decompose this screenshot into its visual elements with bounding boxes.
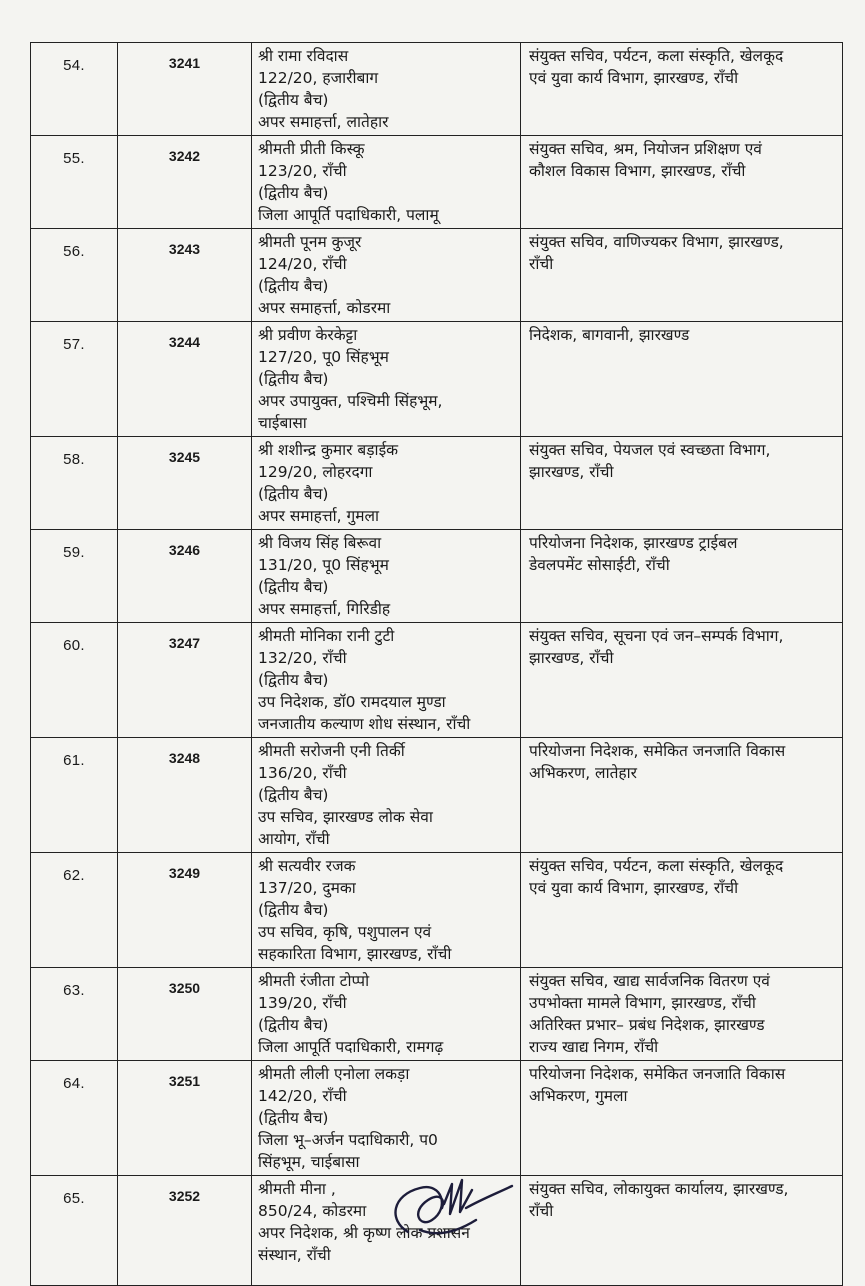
officer-detail-line: श्रीमती सरोजनी एनी तिर्की: [258, 742, 405, 760]
new-posting-cell: [521, 623, 843, 738]
officer-detail-line: संस्थान, राँची: [258, 1246, 331, 1264]
posting-line: डेवलपमेंट सोसाईटी, राँची: [529, 556, 670, 574]
posting-line: झारखण्ड, राँची: [529, 463, 614, 481]
officer-detail-line: (द्वितीय बैच): [258, 786, 329, 804]
serial-number-cell: [31, 968, 118, 1061]
officer-detail-line: श्री रामा रविदास: [258, 47, 349, 65]
serial-number-cell: [31, 623, 118, 738]
officer-detail-line: (द्वितीय बैच): [258, 485, 329, 503]
new-posting-cell: [521, 1061, 843, 1176]
officer-detail-line: (द्वितीय बैच): [258, 277, 329, 295]
new-posting-cell: [521, 43, 843, 136]
serial-number-cell: [31, 853, 118, 968]
table-row: [31, 322, 843, 437]
officer-detail-line: (द्वितीय बैच): [258, 1016, 329, 1034]
officer-detail-line: 139/20, राँची: [258, 994, 347, 1012]
posting-line: परियोजना निदेशक, समेकित जनजाति विकास: [529, 1065, 786, 1083]
posting-line: कौशल विकास विभाग, झारखण्ड, राँची: [529, 162, 746, 180]
posting-line: एवं युवा कार्य विभाग, झारखण्ड, राँची: [529, 879, 739, 897]
officer-detail-line: 124/20, राँची: [258, 255, 347, 273]
officer-code-cell: [118, 738, 252, 853]
posting-line: संयुक्त सचिव, सूचना एवं जन–सम्पर्क विभाग,: [529, 627, 784, 645]
posting-line: अतिरिक्त प्रभार– प्रबंध निदेशक, झारखण्ड: [529, 1016, 765, 1034]
serial-number: 63.: [63, 982, 85, 999]
serial-number: 54.: [63, 57, 85, 74]
handwritten-signature: [380, 1160, 520, 1250]
officer-details-cell: [252, 623, 521, 738]
officer-detail-line: अपर समाहर्त्ता, गुमला: [258, 507, 380, 525]
officer-code: 3249: [168, 865, 201, 881]
new-posting-cell: [521, 530, 843, 623]
officer-detail-line: 127/20, पू0 सिंहभूम: [258, 348, 389, 366]
officer-code-cell: [118, 968, 252, 1061]
officer-detail-line: अपर समाहर्त्ता, लातेहार: [258, 113, 389, 131]
officer-details-cell: [252, 853, 521, 968]
posting-line: अभिकरण, गुमला: [529, 1087, 628, 1105]
officer-detail-line: जिला आपूर्ति पदाधिकारी, रामगढ़: [258, 1038, 444, 1056]
new-posting-cell: [521, 322, 843, 437]
posting-line: संयुक्त सचिव, पर्यटन, कला संस्कृति, खेलकूद: [529, 857, 784, 875]
officer-detail-line: श्रीमती पूनम कुजूर: [258, 233, 362, 251]
serial-number-cell: [31, 437, 118, 530]
new-posting-cell: [521, 136, 843, 229]
officer-code: 3245: [168, 449, 201, 465]
officer-code: 3250: [168, 980, 201, 996]
posting-line: उपभोक्ता मामले विभाग, झारखण्ड, राँची: [529, 994, 756, 1012]
serial-number: 65.: [63, 1190, 85, 1207]
posting-line: एवं युवा कार्य विभाग, झारखण्ड, राँची: [529, 69, 739, 87]
officer-detail-line: जिला भू–अर्जन पदाधिकारी, प0: [258, 1131, 438, 1149]
officer-detail-line: श्रीमती मीना ,: [258, 1180, 336, 1198]
serial-number: 61.: [63, 752, 85, 769]
officer-details-cell: [252, 229, 521, 322]
officer-detail-line: (द्वितीय बैच): [258, 1109, 329, 1127]
table-row: [31, 853, 843, 968]
serial-number-cell: [31, 530, 118, 623]
officer-detail-line: 122/20, हजारीबाग: [258, 69, 379, 87]
officer-detail-line: श्री प्रवीण केरकेट्टा: [258, 326, 358, 344]
officer-details-cell: [252, 968, 521, 1061]
officer-detail-line: (द्वितीय बैच): [258, 671, 329, 689]
officer-detail-line: (द्वितीय बैच): [258, 370, 329, 388]
new-posting-cell: [521, 853, 843, 968]
officer-code-cell: [118, 229, 252, 322]
new-posting-cell: [521, 968, 843, 1061]
table-row: [31, 1061, 843, 1176]
serial-number: 55.: [63, 150, 85, 167]
officer-detail-line: श्रीमती प्रीती किस्कू: [258, 140, 365, 158]
officer-detail-line: आयोग, राँची: [258, 830, 330, 848]
officer-detail-line: सहकारिता विभाग, झारखण्ड, राँची: [258, 945, 452, 963]
posting-line: अभिकरण, लातेहार: [529, 764, 638, 782]
officer-detail-line: 137/20, दुमका: [258, 879, 356, 897]
table-row: [31, 738, 843, 853]
officer-detail-line: (द्वितीय बैच): [258, 578, 329, 596]
table-row: [31, 530, 843, 623]
officer-detail-line: श्री शशीन्द्र कुमार बड़ाईक: [258, 441, 399, 459]
officer-code: 3251: [168, 1073, 201, 1089]
serial-number-cell: [31, 229, 118, 322]
officer-details-cell: [252, 322, 521, 437]
officer-detail-line: श्रीमती मोनिका रानी टुटी: [258, 627, 395, 645]
new-posting-cell: [521, 1176, 843, 1286]
posting-line: निदेशक, बागवानी, झारखण्ड: [529, 326, 690, 344]
table-row: [31, 968, 843, 1061]
posting-line: संयुक्त सचिव, पर्यटन, कला संस्कृति, खेलकूद: [529, 47, 784, 65]
serial-number: 58.: [63, 451, 85, 468]
officer-detail-line: 142/20, राँची: [258, 1087, 347, 1105]
serial-number: 64.: [63, 1075, 85, 1092]
officer-code-cell: [118, 136, 252, 229]
posting-line: संयुक्त सचिव, वाणिज्यकर विभाग, झारखण्ड,: [529, 233, 784, 251]
table-body: [31, 43, 843, 1286]
new-posting-cell: [521, 738, 843, 853]
officer-detail-line: (द्वितीय बैच): [258, 901, 329, 919]
serial-number-cell: [31, 322, 118, 437]
serial-number: 56.: [63, 243, 85, 260]
officer-code: 3248: [168, 750, 201, 766]
officer-detail-line: अपर उपायुक्त, पश्चिमी सिंहभूम,: [258, 392, 443, 410]
posting-line: संयुक्त सचिव, पेयजल एवं स्वच्छता विभाग,: [529, 441, 771, 459]
posting-line: राँची: [529, 255, 554, 273]
officer-detail-line: श्रीमती रंजीता टोप्पो: [258, 972, 370, 990]
officer-detail-line: उप सचिव, कृषि, पशुपालन एवं: [258, 923, 432, 941]
officer-details-cell: [252, 437, 521, 530]
table-row: [31, 43, 843, 136]
officer-code-cell: [118, 853, 252, 968]
serial-number-cell: [31, 738, 118, 853]
posting-line: राज्य खाद्य निगम, राँची: [529, 1038, 659, 1056]
posting-line: परियोजना निदेशक, समेकित जनजाति विकास: [529, 742, 786, 760]
officer-code-cell: [118, 530, 252, 623]
posting-line: राँची: [529, 1202, 554, 1220]
officer-code-cell: [118, 1176, 252, 1286]
officer-code-cell: [118, 322, 252, 437]
officer-details-cell: [252, 1061, 521, 1176]
officer-detail-line: 136/20, राँची: [258, 764, 347, 782]
officer-code: 3246: [168, 542, 201, 558]
posting-line: झारखण्ड, राँची: [529, 649, 614, 667]
officer-details-cell: [252, 738, 521, 853]
posting-line: संयुक्त सचिव, श्रम, नियोजन प्रशिक्षण एवं: [529, 140, 762, 158]
officer-code: 3243: [168, 241, 201, 257]
officer-detail-line: श्री सत्यवीर रजक: [258, 857, 356, 875]
officer-code-cell: [118, 437, 252, 530]
posting-line: संयुक्त सचिव, लोकायुक्त कार्यालय, झारखण्ड,: [529, 1180, 789, 1198]
officer-detail-line: श्रीमती लीली एनोला लकड़ा: [258, 1065, 410, 1083]
posting-line: परियोजना निदेशक, झारखण्ड ट्राईबल: [529, 534, 738, 552]
officer-code-cell: [118, 1061, 252, 1176]
officer-detail-line: (द्वितीय बैच): [258, 91, 329, 109]
officer-detail-line: 850/24, कोडरमा: [258, 1202, 367, 1220]
officer-detail-line: 132/20, राँची: [258, 649, 347, 667]
officer-detail-line: अपर निदेशक, श्री कृष्ण लोक प्रशासन: [258, 1224, 470, 1242]
officer-code-cell: [118, 43, 252, 136]
officer-details-cell: [252, 136, 521, 229]
officer-detail-line: जिला आपूर्ति पदाधिकारी, पलामू: [258, 206, 439, 224]
officer-detail-line: जनजातीय कल्याण शोध संस्थान, राँची: [258, 715, 471, 733]
table-row: [31, 437, 843, 530]
table-row: [31, 229, 843, 322]
new-posting-cell: [521, 437, 843, 530]
officer-detail-line: उप सचिव, झारखण्ड लोक सेवा: [258, 808, 433, 826]
officer-code-cell: [118, 623, 252, 738]
table-row: [31, 136, 843, 229]
serial-number: 62.: [63, 867, 85, 884]
serial-number-cell: [31, 1061, 118, 1176]
serial-number: 59.: [63, 544, 85, 561]
posting-line: संयुक्त सचिव, खाद्य सार्वजनिक वितरण एवं: [529, 972, 770, 990]
officer-code: 3244: [168, 334, 201, 350]
officer-detail-line: अपर समाहर्त्ता, कोडरमा: [258, 299, 391, 317]
table-row: [31, 623, 843, 738]
officer-detail-line: 131/20, पू0 सिंहभूम: [258, 556, 389, 574]
new-posting-cell: [521, 229, 843, 322]
officer-detail-line: अपर समाहर्त्ता, गिरिडीह: [258, 600, 391, 618]
officer-details-cell: [252, 530, 521, 623]
officer-detail-line: उप निदेशक, डॉ0 रामदयाल मुण्डा: [258, 693, 446, 711]
officer-detail-line: 123/20, राँची: [258, 162, 347, 180]
officer-code: 3242: [168, 148, 201, 164]
serial-number-cell: [31, 136, 118, 229]
serial-number-cell: [31, 43, 118, 136]
officer-details-cell: [252, 43, 521, 136]
officer-code: 3247: [168, 635, 201, 651]
serial-number: 57.: [63, 336, 85, 353]
serial-number-cell: [31, 1176, 118, 1286]
officer-detail-line: 129/20, लोहरदगा: [258, 463, 373, 481]
officer-code: 3241: [168, 55, 201, 71]
officer-detail-line: सिंहभूम, चाईबासा: [258, 1153, 360, 1171]
officer-detail-line: श्री विजय सिंह बिरूवा: [258, 534, 382, 552]
transfer-posting-table: [30, 42, 843, 1286]
officer-detail-line: चाईबासा: [258, 414, 307, 432]
officer-detail-line: (द्वितीय बैच): [258, 184, 329, 202]
serial-number: 60.: [63, 637, 85, 654]
officer-code: 3252: [168, 1188, 201, 1204]
